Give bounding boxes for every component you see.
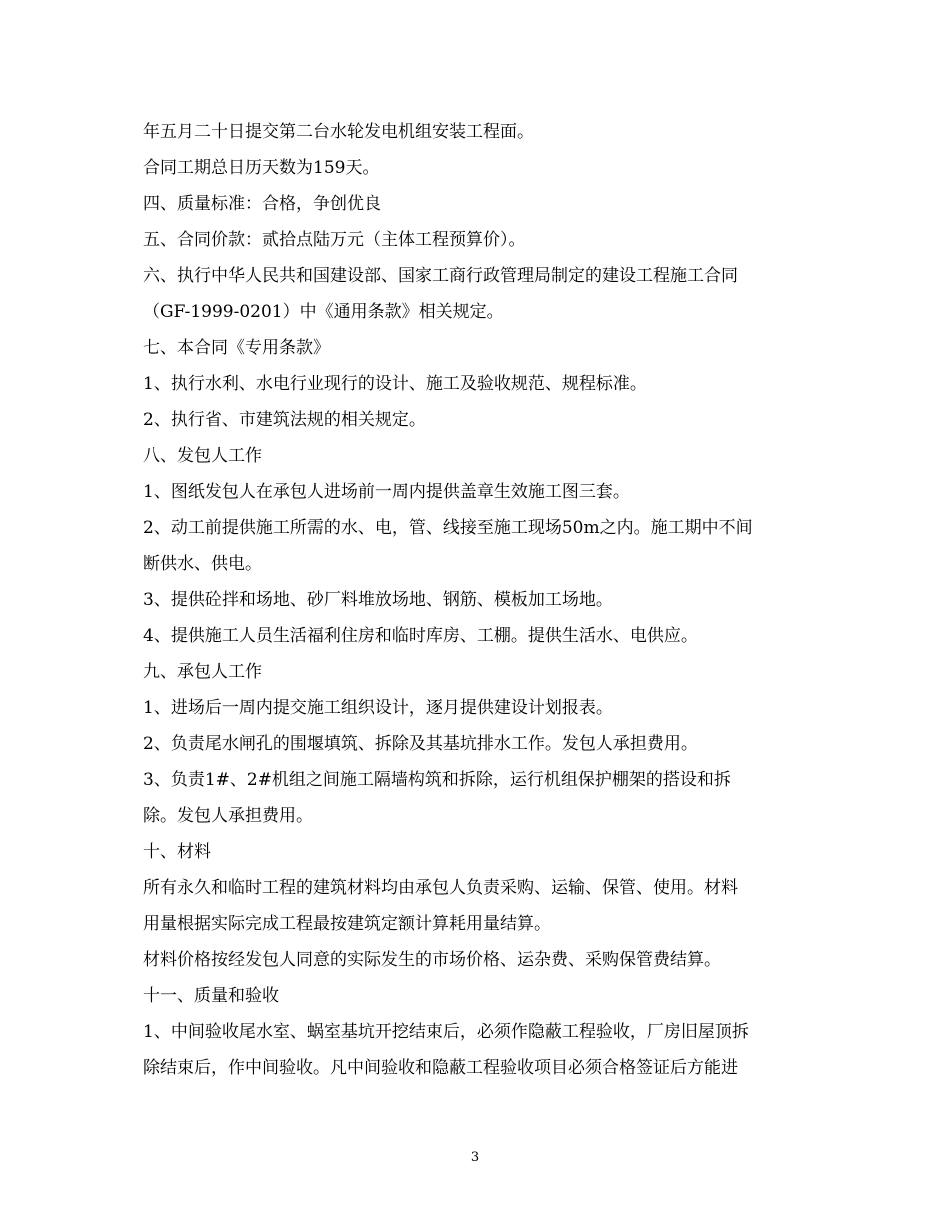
text-line: 十一、质量和验收	[143, 986, 279, 1006]
text-line: 4、提供施工人员生活福利住房和临时库房、工棚。提供生活水、电供应。	[143, 626, 698, 646]
text-line: 八、发包人工作	[143, 446, 262, 466]
document-body	[143, 114, 803, 1086]
text-line: 1、图纸发包人在承包人进场前一周内提供盖章生效施工图三套。	[143, 482, 630, 502]
text-line: 九、承包人工作	[143, 662, 262, 682]
text-line: 2、执行省、市建筑法规的相关规定。	[143, 410, 426, 430]
text-line: 1、进场后一周内提交施工组织设计，逐月提供建设计划报表。	[143, 698, 613, 718]
text-line: 十、材料	[143, 842, 211, 862]
text-line: 材料价格按经发包人同意的实际发生的市场价格、运杂费、采购保管费结算。	[143, 950, 721, 970]
text-line: 除。发包人承担费用。	[143, 806, 313, 826]
text-line: 1、中间验收尾水室、蜗室基坑开挖结束后，必须作隐蔽工程验收，厂房旧屋顶拆	[143, 1022, 749, 1042]
text-line: 四、质量标准：合格，争创优良	[143, 194, 381, 214]
text-line: 所有永久和临时工程的建筑材料均由承包人负责采购、运输、保管、使用。材料	[143, 878, 738, 898]
text-line: 2、动工前提供施工所需的水、电，管、线接至施工现场50m之内。施工期中不间	[143, 518, 753, 538]
text-line: 3、负责1#、2#机组之间施工隔墙构筑和拆除，运行机组保护棚架的搭设和拆	[143, 770, 731, 790]
text-line: 1、执行水利、水电行业现行的设计、施工及验收规范、规程标准。	[143, 374, 647, 394]
text-line: 用量根据实际完成工程最按建筑定额计算耗用量结算。	[143, 914, 551, 934]
page-number: 3	[470, 1150, 480, 1165]
text-line: 七、本合同《专用条款》	[143, 338, 330, 358]
text-line: 2、负责尾水闸孔的围堰填筑、拆除及其基坑排水工作。发包人承担费用。	[143, 734, 698, 754]
text-line: 六、执行中华人民共和国建设部、国家工商行政管理局制定的建设工程施工合同	[143, 266, 738, 286]
text-line: （GF-1999-0201）中《通用条款》相关规定。	[143, 302, 504, 322]
text-line: 年五月二十日提交第二台水轮发电机组安装工程面。	[143, 122, 534, 142]
text-line: 除结束后，作中间验收。凡中间验收和隐蔽工程验收项目必须合格签证后方能进	[143, 1058, 738, 1078]
text-line: 3、提供砼拌和场地、砂厂料堆放场地、钢筋、模板加工场地。	[143, 590, 613, 610]
text-line: 合同工期总日历天数为159天。	[143, 158, 380, 178]
text-line: 断供水、供电。	[143, 554, 262, 574]
text-line: 五、合同价款：贰拾点陆万元（主体工程预算价）。	[143, 230, 526, 250]
